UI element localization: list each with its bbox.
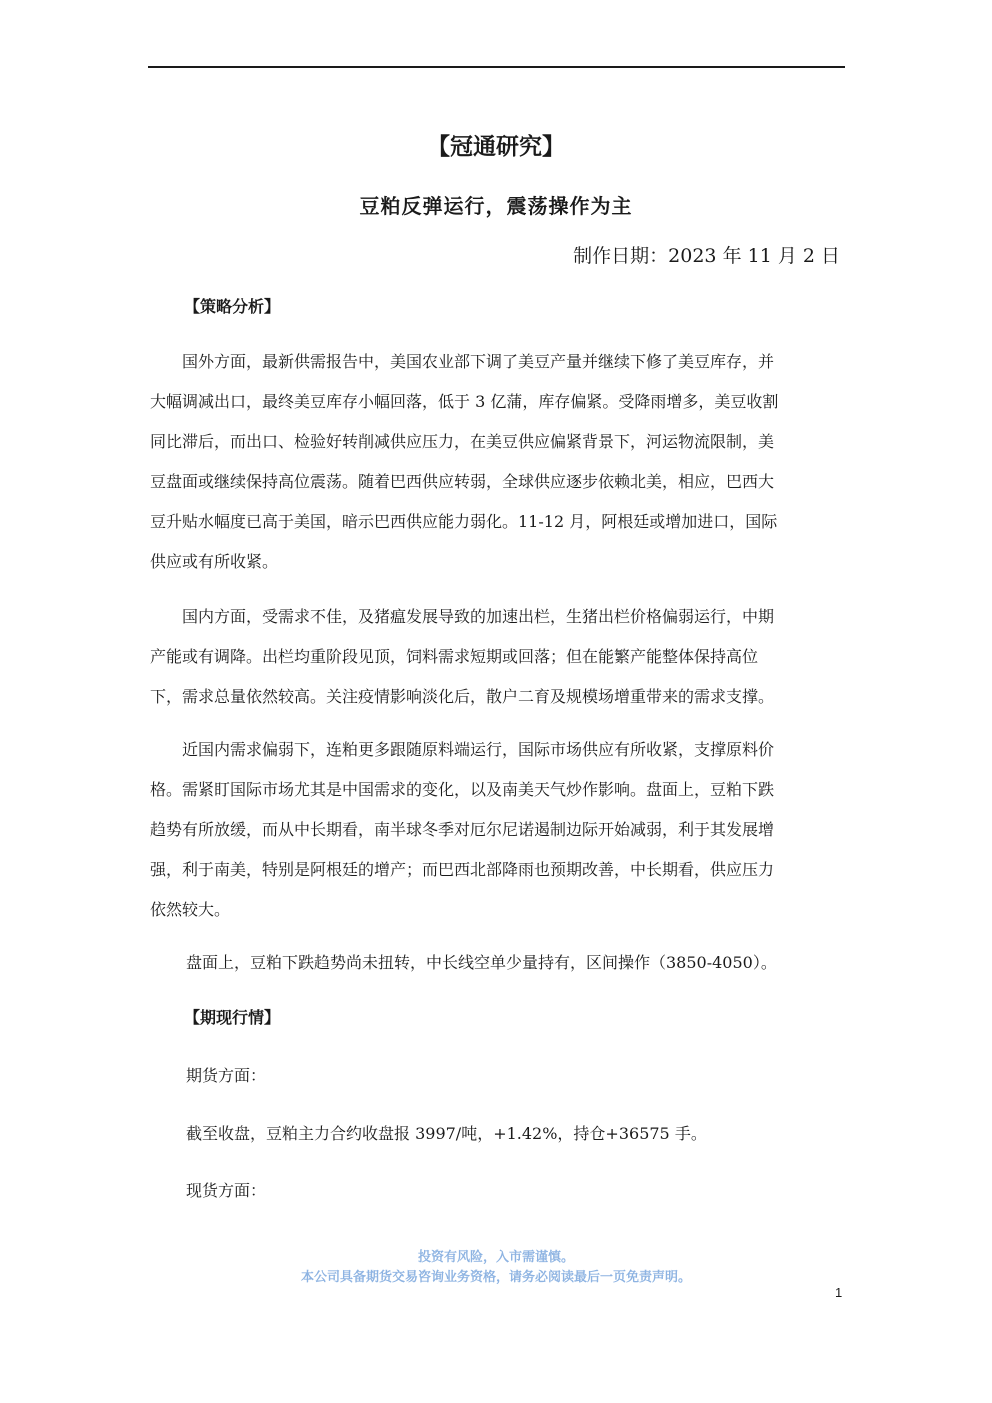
header-rule: [148, 66, 845, 68]
risk-warning: 投资有风险，入市需谨慎。: [417, 1250, 574, 1265]
text-line: 强，利于南美，特别是阿根廷的增产；而巴西北部降雨也预期改善，中长期看，供应压力: [150, 860, 775, 879]
page-number: 1: [835, 1285, 843, 1300]
text-line: 依然较大。: [150, 900, 231, 919]
text-line: 国内方面，受需求不佳，及猪瘟发展导致的加速出栏，生猪出栏价格偏弱运行，中期: [150, 607, 775, 626]
text-line: 大幅调减出口，最终美豆库存小幅回落，低于 3 亿蒲，库存偏紧。受降雨增多，美豆收割: [150, 392, 779, 411]
futures-label: 期货方面：: [186, 1066, 267, 1085]
text-line: 国外方面，最新供需报告中，美国农业部下调了美豆产量并继续下修了美豆库存，并: [150, 352, 775, 371]
text-line: 豆盘面或继续保持高位震荡。随着巴西供应转弱，全球供应逐步依赖北美，相应，巴西大: [150, 472, 775, 491]
strategy-heading: 【策略分析】: [184, 297, 281, 316]
spot-label: 现货方面：: [186, 1181, 267, 1200]
report-title: 豆粕反弹运行，震荡操作为主: [359, 194, 633, 218]
strategy-paragraph-foreign: [150, 342, 840, 582]
text-line: 豆升贴水幅度已高于美国，暗示巴西供应能力弱化。11-12 月，阿根廷或增加进口，国际: [150, 512, 778, 531]
text-line: 产能或有调降。出栏均重阶段见顶，饲料需求短期或回落；但在能繁产能整体保持高位: [150, 647, 759, 666]
strategy-conclusion: 盘面上，豆粕下跌趋势尚未扭转，中长线空单少量持有，区间操作（3850-4050）。: [186, 953, 777, 972]
text-line: 趋势有所放缓，而从中长期看，南半球冬季对厄尔尼诺遏制边际开始减弱，利于其发展增: [150, 820, 775, 839]
text-line: 下，需求总量依然较高。关注疫情影响淡化后，散户二育及规模场增重带来的需求支撑。: [150, 687, 775, 706]
futures-summary: 截至收盘，豆粕主力合约收盘报 3997/吨，+1.42%，持仓+36575 手。: [186, 1124, 707, 1143]
strategy-paragraph-outlook: [150, 730, 840, 930]
text-line: 格。需紧盯国际市场尤其是中国需求的变化，以及南美天气炒作影响。盘面上，豆粕下跌: [150, 780, 775, 799]
text-line: 近国内需求偏弱下，连粕更多跟随原料端运行，国际市场供应有所收紧，支撑原料价: [150, 740, 775, 759]
brand-title: 【冠通研究】: [427, 133, 565, 160]
text-line: 供应或有所收紧。: [150, 552, 279, 571]
disclaimer-notice: 本公司具备期货交易咨询业务资格，请务必阅读最后一页免责声明。: [300, 1270, 691, 1285]
strategy-paragraph-domestic: [150, 597, 840, 717]
report-date: 制作日期：2023 年 11 月 2 日: [573, 245, 840, 267]
market-heading: 【期现行情】: [184, 1008, 281, 1027]
text-line: 同比滞后，而出口、检验好转削减供应压力，在美豆供应偏紧背景下，河运物流限制，美: [150, 432, 775, 451]
